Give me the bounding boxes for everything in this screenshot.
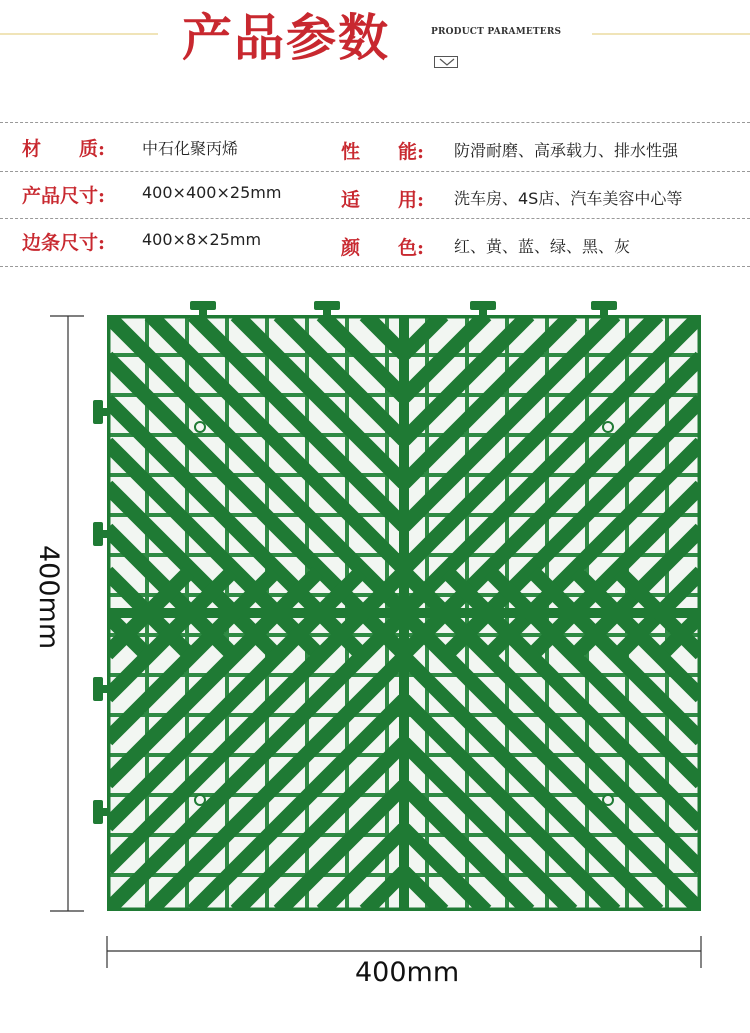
spec-label: 性 能: [341,141,425,163]
spec-value: 400×8×25mm [142,230,262,249]
page-subtitle: PRODUCT PARAMETERS [431,27,562,37]
chevron-down-icon [434,56,458,68]
spec-label: 产品尺寸: [22,185,106,207]
spec-value: 400×400×25mm [142,183,282,202]
spec-row [0,132,750,172]
spec-value: 防滑耐磨、高承载力、排水性强 [454,141,679,160]
header-rule-right [592,33,750,35]
spec-label: 边条尺寸: [22,232,106,254]
spec-label: 材 质: [22,138,106,160]
header-rule-left [0,33,158,35]
page-title: 产品参数 [182,8,390,67]
spec-value: 红、黄、蓝、绿、黑、灰 [454,237,631,256]
height-label: 400mm [33,545,64,650]
width-dimension-label: 400mm [355,957,460,988]
spec-label: 颜 色: [341,237,425,259]
product-image [0,290,750,970]
spec-row [0,228,750,268]
height-dimension-label [22,545,66,675]
spec-row [0,180,750,220]
spec-value: 中石化聚丙烯 [142,139,239,158]
spec-value: 洗车房、4S店、汽车美容中心等 [454,189,683,208]
divider [0,122,750,123]
grid-tile [107,315,701,911]
spec-label: 适 用: [341,189,425,211]
